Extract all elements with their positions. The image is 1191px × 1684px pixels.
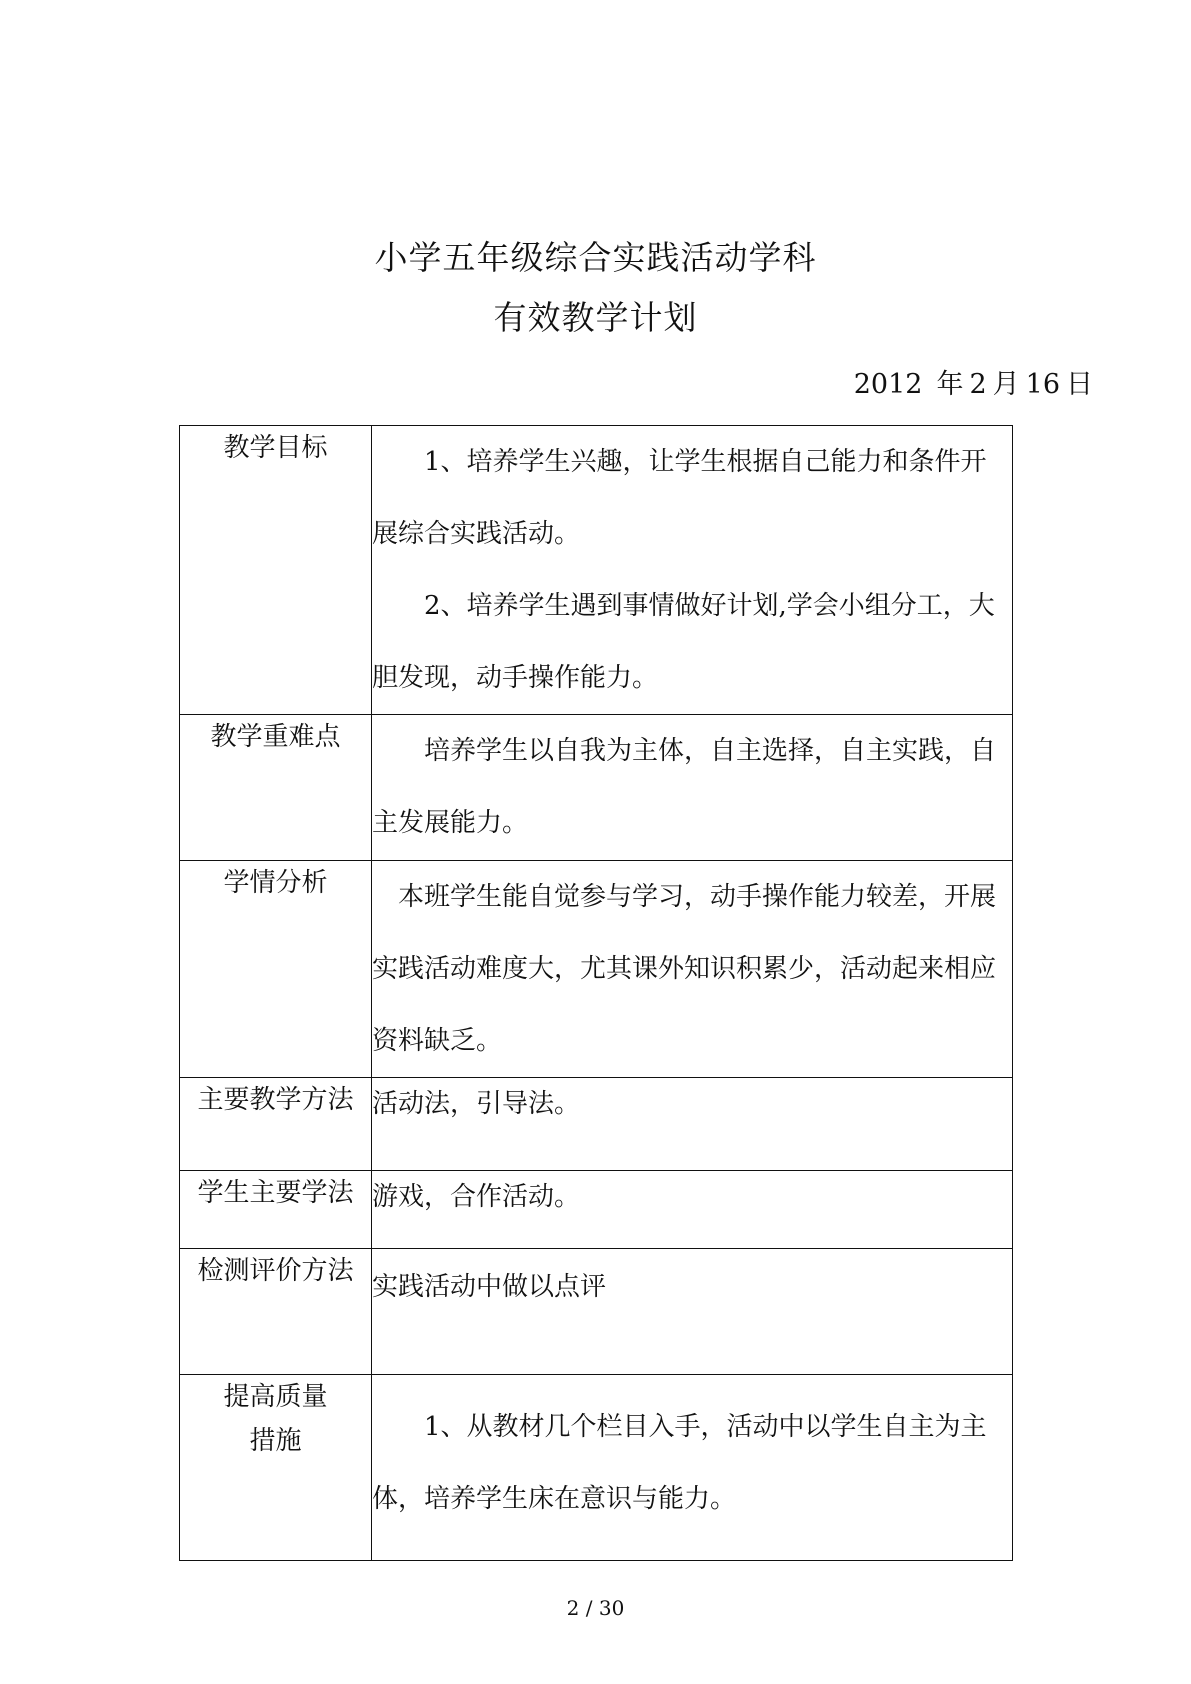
date-month-char: 月 [992, 369, 1020, 400]
date-month: 2 [969, 369, 987, 400]
row-label-evaluation-methods: 检测评价方法 [180, 1249, 372, 1375]
table-row [180, 1375, 1013, 1561]
document-date [854, 368, 1093, 402]
paragraph: 2、培养学生遇到事情做好计划,学会小组分工，大胆发现，动手操作能力。 [372, 591, 995, 693]
label-line: 提高质量 [223, 1382, 328, 1412]
document-title: 小学五年级综合实践活动学科 [374, 238, 817, 277]
row-label-key-difficulties: 教学重难点 [180, 715, 372, 861]
teaching-plan-table [179, 425, 1013, 1561]
date-year: 2012 [853, 369, 923, 400]
document-subtitle: 有效教学计划 [493, 298, 698, 337]
paragraph: 活动法，引导法。 [372, 1089, 581, 1119]
paragraph: 游戏，合作活动。 [372, 1182, 581, 1212]
row-content-evaluation-methods [372, 1249, 1013, 1375]
row-label-teaching-methods: 主要教学方法 [180, 1078, 372, 1171]
paragraph: 1、培养学生兴趣，让学生根据自己能力和条件开展综合实践活动。 [372, 447, 987, 549]
paragraph: 本班学生能自觉参与学习，动手操作能力较差，开展实践活动难度大，尤其课外知识积累少，活动起来相应资料缺乏。 [372, 882, 997, 1056]
row-content-key-difficulties [372, 715, 1013, 861]
table-row [180, 1249, 1013, 1375]
table-row [180, 426, 1013, 715]
row-content-teaching-goals [372, 426, 1013, 715]
row-content-teaching-methods [372, 1078, 1013, 1171]
table-row [180, 861, 1013, 1078]
paragraph: 1、从教材几个栏目入手，活动中以学生自主为主体，培养学生床在意识与能力。 [372, 1412, 987, 1514]
paragraph: 培养学生以自我为主体，自主选择，自主实践，自主发展能力。 [372, 736, 997, 838]
label-line: 措施 [249, 1426, 302, 1456]
row-content-student-analysis [372, 861, 1013, 1078]
date-year-char: 年 [936, 369, 964, 400]
row-label-student-analysis: 学情分析 [180, 861, 372, 1078]
page-number: 2 / 30 [566, 1596, 625, 1620]
row-content-quality-measures [372, 1375, 1013, 1561]
row-label-learning-methods: 学生主要学法 [180, 1171, 372, 1249]
table-row [180, 1078, 1013, 1171]
paragraph: 实践活动中做以点评 [372, 1272, 607, 1302]
date-day-char: 日 [1066, 369, 1093, 400]
table-row [180, 1171, 1013, 1249]
row-label-quality-measures [180, 1375, 372, 1561]
row-label-teaching-goals: 教学目标 [180, 426, 372, 715]
table-row [180, 715, 1013, 861]
row-content-learning-methods [372, 1171, 1013, 1249]
date-day: 16 [1025, 369, 1060, 400]
